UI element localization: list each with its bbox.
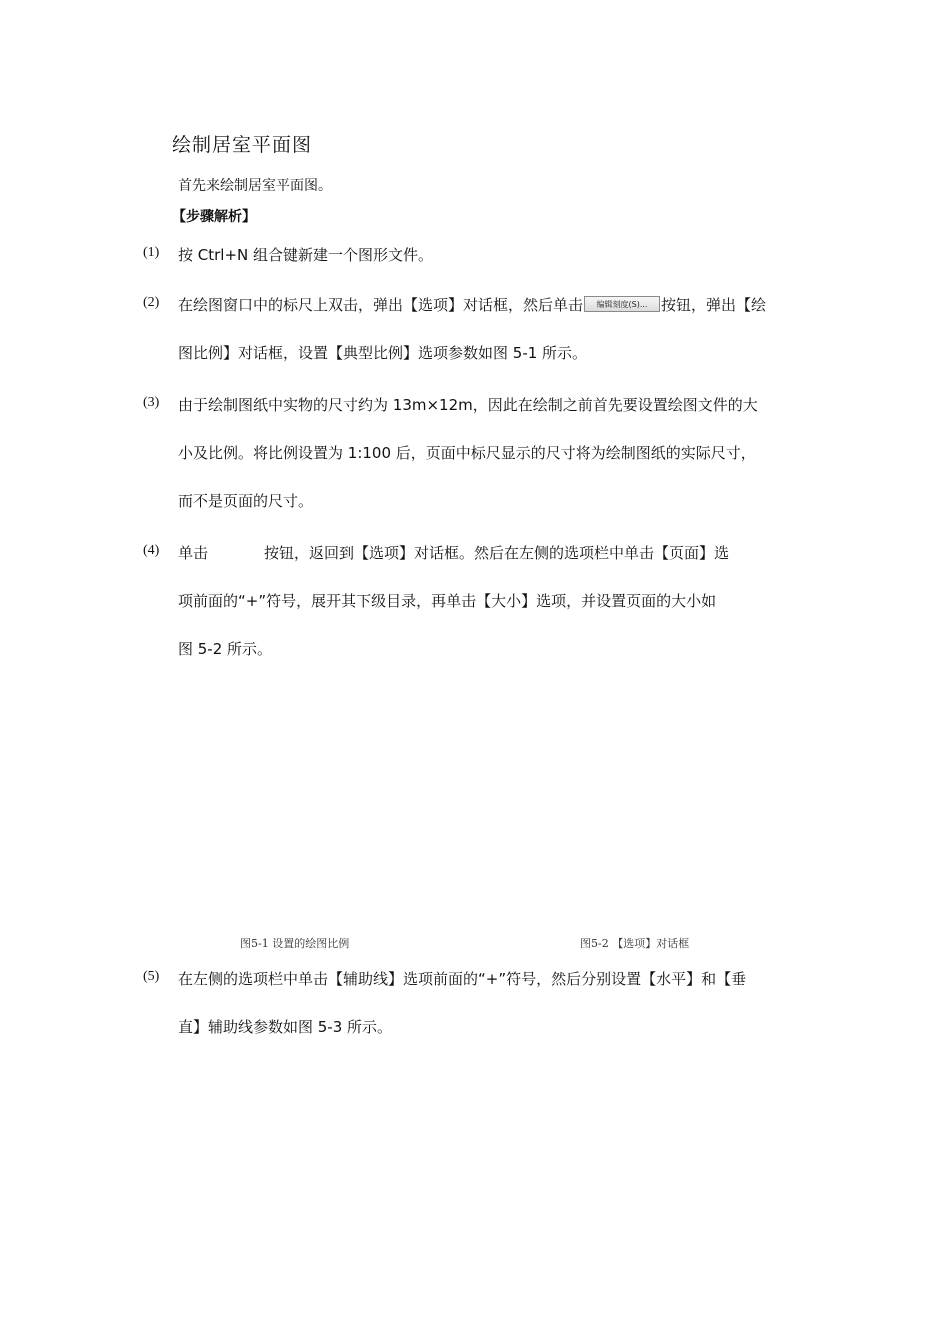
step-line: 图比例】对话框，设置【典型比例】选项参数如图 5-1 所示。 [178, 344, 588, 362]
step-number: (3) [143, 395, 160, 410]
step-line: 图 5-2 所示。 [178, 640, 273, 658]
intro-paragraph: 首先来绘制居室平面图。 [178, 178, 332, 194]
step-body [178, 243, 810, 291]
step-text: 按钮，弹出【绘 [661, 296, 767, 314]
step-line [178, 293, 810, 341]
step-text: 按钮，返回到【选项】对话框。然后在左侧的选项栏中单击【页面】选 [264, 544, 730, 562]
step-number: (1) [143, 245, 160, 260]
edit-scale-button[interactable]: 编辑刻度(S)... [584, 296, 660, 312]
step-line: 在左侧的选项栏中单击【辅助线】选项前面的“+”符号，然后分别设置【水平】和【垂 [178, 970, 747, 988]
step-line: 直】辅助线参数如图 5-3 所示。 [178, 1018, 393, 1036]
step-text: 在绘图窗口中的标尺上双击，弹出【选项】对话框，然后单击 [178, 296, 584, 314]
step-number: (2) [143, 295, 160, 310]
section-title: 绘制居室平面图 [172, 134, 313, 156]
step-body [178, 293, 810, 389]
step-line: 而不是页面的尺寸。 [178, 492, 314, 510]
step-text: 单击 [178, 544, 209, 562]
step-line [178, 541, 810, 589]
steps-heading: 【步骤解析】 [172, 209, 256, 225]
step-line: 由于绘制图纸中实物的尺寸约为 13m×12m，因此在绘制之前首先要设置绘图文件的大 [178, 396, 758, 414]
step-body [178, 393, 810, 537]
figure-5-1-caption: 图5-1 设置的绘图比例 [240, 937, 350, 950]
step-body [178, 967, 810, 1063]
step-number: (5) [143, 969, 160, 984]
step-body [178, 541, 810, 685]
step-number: (4) [143, 543, 160, 558]
step-line: 按 Ctrl+N 组合键新建一个图形文件。 [178, 246, 434, 264]
step-line: 项前面的“+”符号，展开其下级目录，再单击【大小】选项，并设置页面的大小如 [178, 592, 717, 610]
figure-5-2-caption: 图5-2 【选项】对话框 [580, 937, 690, 950]
step-line: 小及比例。将比例设置为 1:100 后，页面中标尺显示的尺寸将为绘制图纸的实际尺寸， [178, 444, 756, 462]
